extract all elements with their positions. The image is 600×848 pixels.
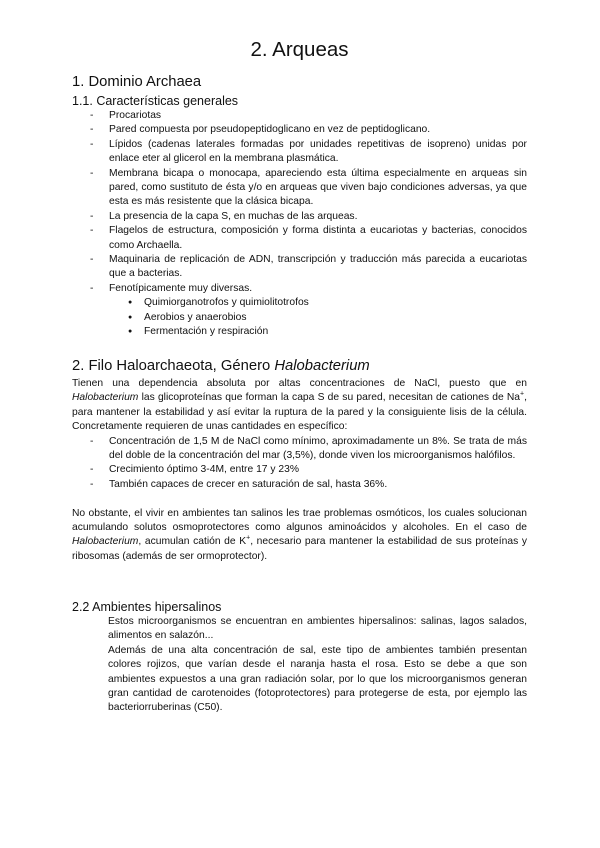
- page-title: 2. Arqueas: [250, 38, 349, 61]
- hypersaline-block: [72, 615, 527, 716]
- superscript: +: [246, 535, 251, 543]
- text-run: , para mantener la estabilidad y así evitar la ruptura de la pared y la consiguiente lisis de la célula. Concretamente requieren de unas cantidades en específico:: [72, 392, 527, 433]
- list-item: - Fenotípicamente muy diversas.: [72, 282, 527, 296]
- text-run: , acumulan catión de K: [138, 536, 247, 548]
- characteristics-list: [72, 109, 527, 296]
- section-heading-dominio: 1. Dominio Archaea: [72, 74, 202, 90]
- sublist-item: ● Quimiorganotrofos y quimiolitotrofos: [72, 296, 527, 310]
- heading-text: 2. Filo Haloarchaeota, Género: [72, 358, 275, 374]
- list-item: - Concentración de 1,5 M de NaCl como mínimo, aproximadamente un 8%. Se trata de más del doble de la concentración del mar (3,5%), donde viven los microorganismos halófilos.: [72, 435, 527, 464]
- list-item: - Maquinaria de replicación de ADN, transcripción y traducción más parecida a eucariotas que a bacterias.: [72, 253, 527, 282]
- characteristics-block: [72, 109, 527, 340]
- concentration-list: [72, 435, 527, 493]
- superscript: +: [520, 390, 525, 398]
- list-item: - Flagelos de estructura, composición y forma distinta a eucariotas y bacterias, conocidos como Archaella.: [72, 224, 527, 253]
- text-run: Tienen una dependencia absoluta por altas concentraciones de NaCl, puesto que en: [72, 378, 527, 389]
- paragraph-nacl: [72, 377, 527, 435]
- heading-genus: Halobacterium: [274, 358, 370, 374]
- sublist-item: ● Aerobios y anaerobios: [72, 311, 527, 325]
- text-run: No obstante, el vivir en ambientes tan salinos les trae problemas osmóticos, los cuales solucionan acumulando solutos osmoprotectores como algunos aminoácidos y alcoholes. En el caso de: [72, 507, 527, 534]
- text-run: , necesario para mantener la estabilidad de sus proteínas y ribosomas (además de ser ormoprotector).: [72, 536, 527, 562]
- sublist-item: ● Fermentación y respiración: [72, 325, 527, 339]
- text-run: las glicoproteínas que forman la capa S de su pared, necesitan de cationes de Na: [138, 392, 521, 404]
- subsection-heading-caracteristicas: 1.1. Características generales: [72, 94, 239, 108]
- paragraph-osmotic: [72, 507, 527, 565]
- list-item: - Lípidos (cadenas laterales formadas por unidades repetitivas de isopreno) unidas por enlace eter al glicerol en la membrana plasmática.: [72, 138, 527, 167]
- list-item: - Procariotas: [72, 109, 527, 123]
- genus-name: Halobacterium: [72, 392, 139, 404]
- subsection-heading-hipersalinos: 2.2 Ambientes hipersalinos: [72, 600, 222, 614]
- list-item: - Membrana bicapa o monocapa, apareciendo esta última especialmente en arqueas sin pared, como sustituto de ésta y/o en arqueas que viven bajo condiciones adversas, ya que esta es más resistente que la clásica bicapa.: [72, 167, 527, 210]
- paragraph-environments: Estos microorganismos se encuentran en ambientes hipersalinos: salinas, lagos salados, alimentos en salazón...: [108, 616, 527, 642]
- list-item: - También capaces de crecer en saturación de sal, hasta 36%.: [72, 478, 527, 492]
- haloarchaeota-block: [72, 377, 527, 564]
- list-item: - La presencia de la capa S, en muchas de las arqueas.: [72, 210, 527, 224]
- section-heading-haloarchaeota: [72, 357, 370, 375]
- phenotype-sublist: [72, 296, 527, 339]
- list-item: - Pared compuesta por pseudopeptidoglicano en vez de peptidoglicano.: [72, 123, 527, 137]
- genus-name: Halobacterium: [72, 536, 139, 548]
- list-item: - Crecimiento óptimo 3-4M, entre 17 y 23%: [72, 463, 527, 477]
- paragraph-carotenoids: Además de una alta concentración de sal, este tipo de ambientes también presentan colores rojizos, que varían desde el naranja hasta el rosa. Esto se debe a que son ambientes expuestos a una gran radiación solar, por lo que los microorganismos generan gran cantidad de carotenoides (fotoprotectores) para protegerse de esta, por ejemplo las bacteriorruberinas (C50).: [108, 644, 527, 714]
